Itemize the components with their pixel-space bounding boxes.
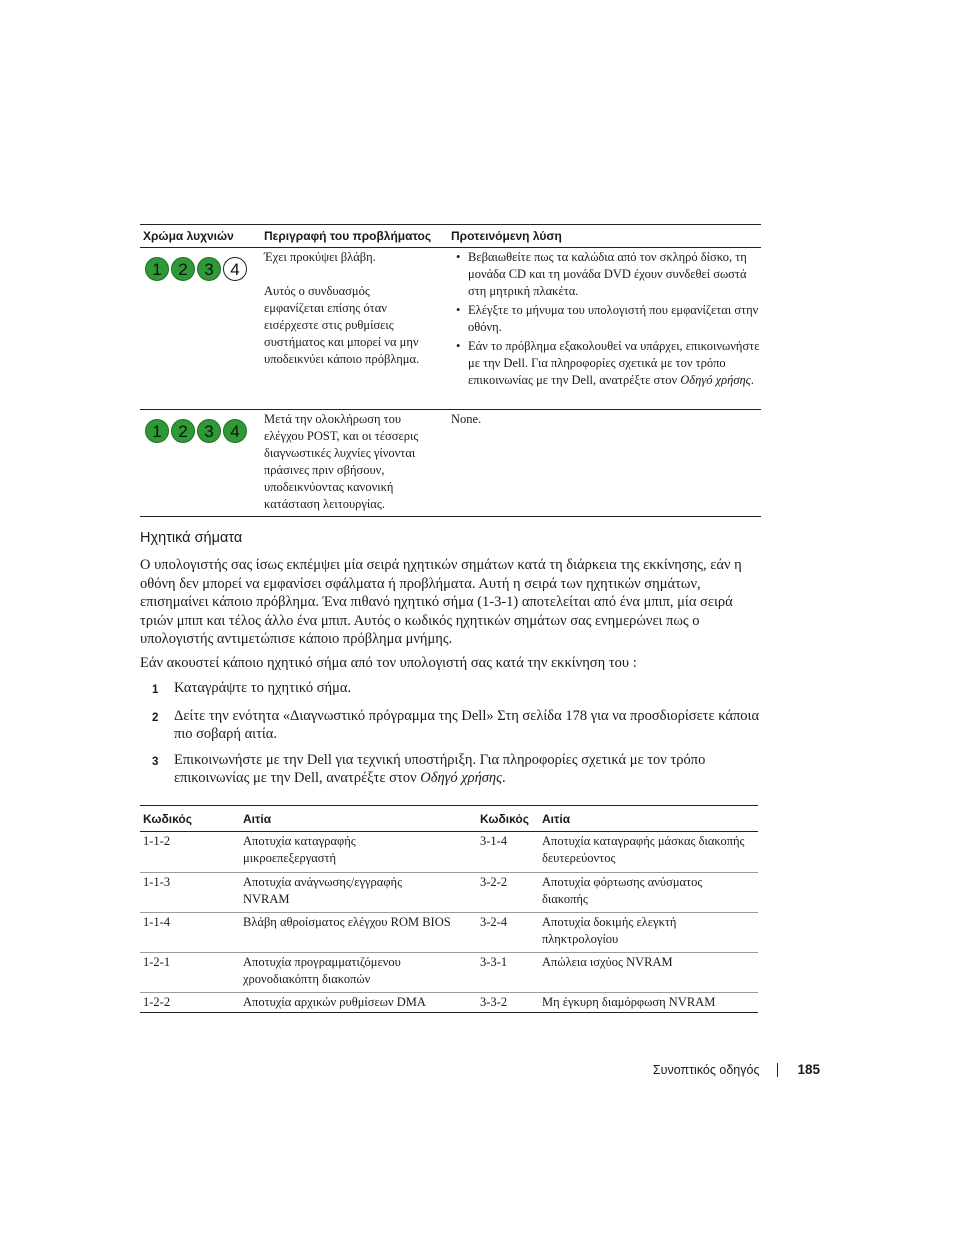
step-item [140,707,760,743]
led-row [140,248,761,409]
problem-description: Αυτός ο συνδυασμός εμφανίζεται επίσης όταν εισέρχεστε στις ρυθμίσεις συστήματος και μπορεί να μην υποδεικνύει κάποιο πρόβλημα. [264,284,420,366]
problem-description: Μετά την ολοκλήρωση του ελέγχου POST, και οι τέσσερις διαγνωστικές λυχνίες γίνονται πράσινες πριν σβήσουν, υποδεικνύοντας κανονική κατάσταση λειτουργίας. [264,412,419,511]
step-text: Καταγράψτε το ηχητικό σήμα. [174,680,352,696]
diagnostic-light-icon: 3 [197,257,221,281]
table-row [140,992,758,1012]
punctuation: . [502,770,506,786]
intro-paragraph: Ο υπολογιστής σας ίσως εκπέμψει μία σειρά ηχητικών σημάτων κατά τη διάρκεια της εκκίνησης, εάν η οθόνη δεν μπορεί να εμφανίσει σφάλματα ή προβλήματα. Αυτή η σειρά των ηχητικών σημάτων, επισημαίνει κάποιο πρόβλημα. Ένα πιθανό ηχητικό σήμα (1-3-1) αποτελείται από ένα μπιπ, μία σειρά τριών μπιπ και τέλος άλλο ένα μπιπ. Αυτός ο κωδικός ηχητικών σημάτων σας ενημερώνει πως ο υπολογιστής αντιμετώπισε κάποιο πρόβλημα μνήμης. [140,557,742,648]
beep-cause: Αποτυχία προγραμματιζόμενου χρονοδιακόπτη διακοπών [243,955,401,986]
beep-cause: Αποτυχία καταγραφής μικροεπεξεργαστή [243,834,356,865]
beep-code-table [140,805,758,1013]
beep-code: 3-1-4 [480,834,508,848]
diagnostic-light-icon: 3 [197,419,221,443]
step-number: 1 [152,684,159,696]
table-row [140,952,758,992]
led-table [140,224,761,517]
punctuation: . [750,373,754,387]
solution-text: Εάν το πρόβλημα εξακολουθεί να υπάρχει, επικοινωνήστε με την Dell. Για πληροφορίες σχετικά με τον τρόπο επικοινωνίας με την Dell, ανατρέξτε στον [468,339,760,387]
step-text: Δείτε την ενότητα «Διαγνωστικό πρόγραμμα της Dell» Στη σελίδα 178 για να προσδιορίσετε κάποια πιο σοβαρή αιτία. [174,708,760,742]
header-description: Περιγραφή του προβλήματος [264,229,432,243]
beep-cause: Βλάβη αθροίσματος ελέγχου ROM BIOS [243,915,451,929]
page-footer [653,1062,820,1077]
intro-paragraph-2: Εάν ακουστεί κάποιο ηχητικό σήμα από τον υπολογιστή σας κατά την εκκίνηση του : [140,655,637,671]
led-row [140,409,761,516]
diagnostic-lights [143,249,263,281]
steps-list [140,679,760,787]
beep-code: 1-2-1 [143,955,171,969]
beep-cause: Αποτυχία φόρτωσης ανύσματος διακοπής [542,875,703,906]
beep-cause: Αποτυχία ανάγνωσης/εγγραφής NVRAM [243,875,403,906]
page-number: 185 [797,1062,820,1077]
diagnostic-lights [143,411,263,443]
beep-cause: Αποτυχία αρχικών ρυθμίσεων DMA [243,995,426,1009]
beep-code: 1-1-3 [143,875,171,889]
step-number: 3 [152,756,159,768]
header-code: Κωδικός [480,811,530,826]
table-row [140,912,758,952]
beep-code: 3-2-2 [480,875,508,889]
solution-list [451,249,761,389]
user-guide-reference: Οδηγό χρήσης [680,373,751,387]
footer-divider [777,1063,778,1077]
led-table-header [140,225,761,248]
step-text: Επικοινωνήστε με την Dell για τεχνική υποστήριξη. Για πληροφορίες σχετικά με τον τρόπο επικοινωνίας με την Dell, ανατρέξτε στον [174,752,706,786]
beep-code: 1-1-2 [143,834,171,848]
beep-code: 3-3-2 [480,995,508,1009]
step-text-wrap [174,751,760,787]
diagnostic-light-icon: 4 [223,419,247,443]
beep-code: 3-3-1 [480,955,508,969]
beep-code: 3-2-4 [480,915,508,929]
footer-label: Συνοπτικός οδηγός [652,1062,760,1077]
section-heading: Ηχητικά σήματα [140,530,243,546]
diagnostic-light-icon: 2 [171,257,195,281]
solution-item: • Βεβαιωθείτε πως τα καλώδια από τον σκληρό δίσκο, τη μονάδα CD και τη μονάδα DVD έχουν συνδεθεί σωστά στη μητρική πλακέτα. [451,249,761,300]
diagnostic-light-icon: 2 [171,419,195,443]
beep-cause: Αποτυχία δοκιμής ελεγκτή πληκτρολογίου [542,915,677,946]
solution-item: • Ελέγξτε το μήνυμα του υπολογιστή που εμφανίζεται στην οθόνη. [451,302,761,336]
header-code: Κωδικός [143,811,193,826]
code-table-header [140,806,758,832]
header-cause: Αιτία [542,811,571,826]
header-solution: Προτεινόμενη λύση [451,229,562,243]
step-item [140,679,760,699]
table-row [140,872,758,912]
diagnostic-light-icon: 4 [223,257,247,281]
beep-code: 1-2-2 [143,995,171,1009]
diagnostic-light-icon: 1 [145,419,169,443]
header-light-color: Χρώμα λυχνιών [143,229,234,243]
solution-text: None. [451,412,482,426]
beep-cause: Αποτυχία καταγραφής μάσκας διακοπής δευτερεύοντος [542,834,745,865]
beep-cause: Απώλεια ισχύος NVRAM [542,955,673,969]
step-item [140,751,760,787]
step-number: 2 [152,712,159,724]
user-guide-reference: Οδηγό χρήσης [420,770,503,786]
problem-description: Έχει προκύψει βλάβη. [264,250,376,264]
solution-item [451,338,761,389]
beep-code: 1-1-4 [143,915,171,929]
diagnostic-light-icon: 1 [145,257,169,281]
beep-cause: Μη έγκυρη διαμόρφωση NVRAM [542,995,716,1009]
header-cause: Αιτία [243,811,272,826]
table-row [140,832,758,872]
